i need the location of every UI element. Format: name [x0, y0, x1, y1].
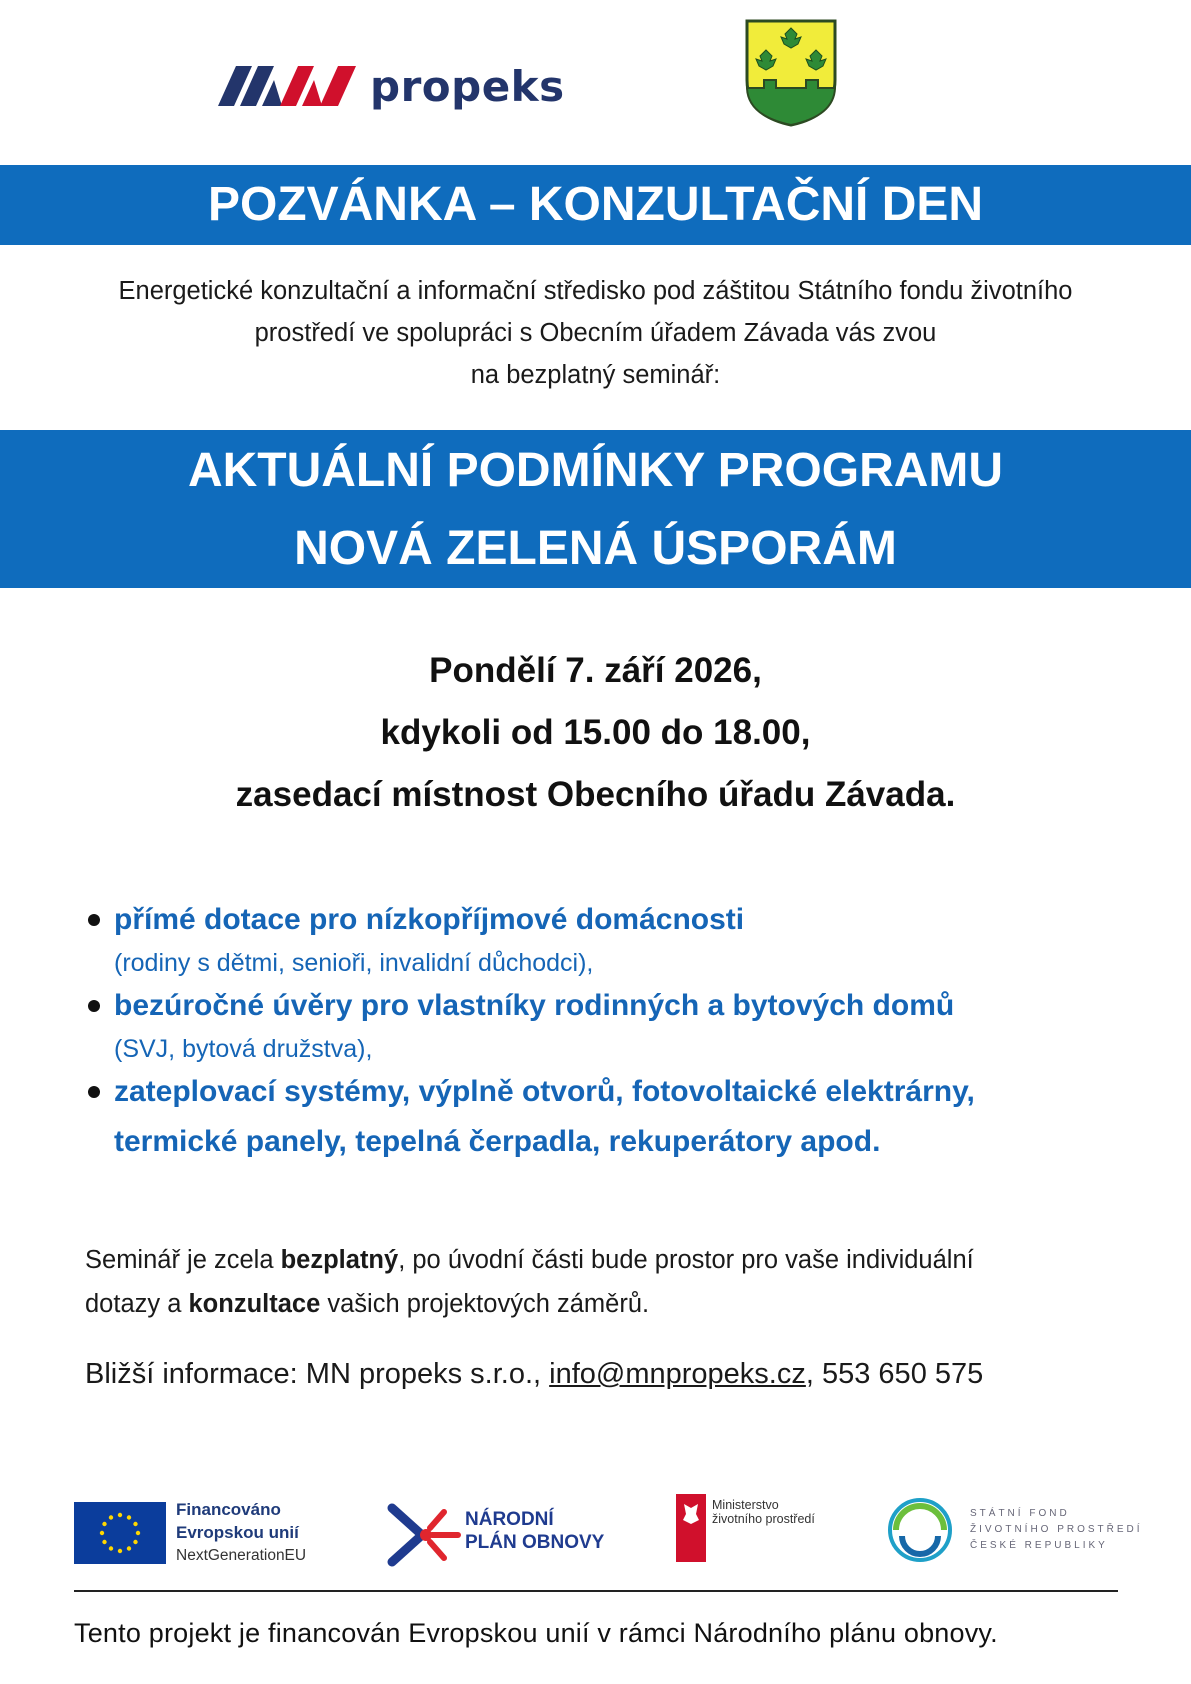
ministry-logo-icon: [676, 1494, 706, 1562]
footer-divider: [74, 1590, 1118, 1592]
contact-phone: , 553 650 575: [805, 1358, 984, 1390]
intro-line-1: Energetické konzultační a informační středisko pod záštitou Státního fondu životního: [118, 277, 1073, 305]
ministry-text-line-2: životního prostředí: [712, 1512, 815, 1526]
program-title-banner: [0, 430, 1191, 588]
event-details: [0, 640, 1191, 826]
bullet-icon: [88, 1086, 100, 1098]
mn-logo-wordmark: propeks: [370, 61, 565, 111]
list-item-sub: (SVJ, bytová družstva),: [114, 1035, 373, 1063]
list-item: [84, 898, 1144, 984]
sfzp-text-line-1: STÁTNÍ FOND: [970, 1508, 1070, 1519]
contact-info: [85, 1352, 983, 1396]
ministry-text-line-1: Ministerstvo: [712, 1498, 779, 1512]
sfzp-text-line-3: ČESKÉ REPUBLIKY: [970, 1540, 1108, 1551]
mn-logo-mark-icon: [218, 66, 358, 106]
eu-funding-text: [176, 1498, 306, 1567]
mn-propeks-logo: [218, 58, 565, 114]
seminar-note-line-2: [85, 1282, 1145, 1326]
eu-text-line-2: Evropskou unií: [176, 1523, 299, 1542]
eu-text-line-1: Financováno: [176, 1500, 281, 1519]
npo-logo-text: [465, 1508, 604, 1554]
bullet-icon: [88, 1000, 100, 1012]
eu-text-line-3: NextGenerationEU: [176, 1547, 307, 1564]
invitation-title-banner: POZVÁNKA – KONZULTAČNÍ DEN: [0, 165, 1191, 245]
program-title-line-1: AKTUÁLNÍ PODMÍNKY PROGRAMU: [187, 444, 1004, 497]
list-item-main: bezúročné úvěry pro vlastníky rodinných a bytových domů: [114, 989, 955, 1022]
list-item-main: zateplovací systémy, výplně otvorů, fotovoltaické elektrárny,: [114, 1075, 975, 1108]
seminar-note-line-1: [85, 1238, 1145, 1282]
intro-line-2: prostředí ve spolupráci s Obecním úřadem Závada vás zvou: [254, 319, 937, 347]
npo-text-line-1: NÁRODNÍ: [465, 1509, 554, 1530]
seminar-note: [85, 1238, 1145, 1326]
event-time: kdykoli od 15.00 do 18.00,: [380, 713, 811, 752]
sfzp-logo-text: [970, 1506, 1143, 1554]
note-bold-consultation: konzultace: [188, 1290, 321, 1318]
municipal-coat-of-arms-icon: [744, 18, 838, 128]
eu-flag-icon: [74, 1502, 166, 1564]
list-item: [84, 1070, 1144, 1164]
list-item-sub: (rodiny s dětmi, senioři, invalidní důchodci),: [114, 949, 594, 977]
ministry-logo-text: [712, 1498, 815, 1526]
bullet-icon: [88, 914, 100, 926]
note-text: , po úvodní části bude prostor pro vaše individuální: [398, 1246, 974, 1274]
list-item-main: přímé dotace pro nízkopříjmové domácnosti: [114, 903, 745, 936]
program-title-line-2: NOVÁ ZELENÁ ÚSPORÁM: [294, 522, 897, 575]
note-text: dotazy a: [85, 1290, 189, 1318]
note-text: Seminář je zcela: [85, 1246, 281, 1274]
contact-email-link[interactable]: info@mnpropeks.cz: [549, 1358, 806, 1390]
sfzp-text-line-2: ŽIVOTNÍHO PROSTŘEDÍ: [970, 1524, 1143, 1535]
footer-text: Tento projekt je financován Evropskou unií v rámci Národního plánu obnovy.: [74, 1618, 998, 1648]
note-text: vašich projektových záměrů.: [320, 1290, 650, 1318]
list-item: [84, 984, 1144, 1070]
npo-logo-icon: [382, 1500, 462, 1570]
event-place: zasedací místnost Obecního úřadu Závada.: [235, 775, 956, 814]
sfzp-logo-icon: [888, 1498, 952, 1562]
intro-line-3: na bezplatný seminář:: [470, 361, 721, 389]
contact-prefix: Bližší informace: MN propeks s.r.o.,: [85, 1358, 550, 1390]
npo-text-line-2: PLÁN OBNOVY: [465, 1532, 605, 1553]
list-item-main-continued: termické panely, tepelná čerpadla, rekuperátory apod.: [114, 1125, 881, 1158]
note-bold-free: bezplatný: [280, 1246, 399, 1274]
intro-text: [0, 270, 1191, 396]
topic-list: [84, 898, 1144, 1164]
event-date: Pondělí 7. září 2026,: [429, 651, 762, 690]
